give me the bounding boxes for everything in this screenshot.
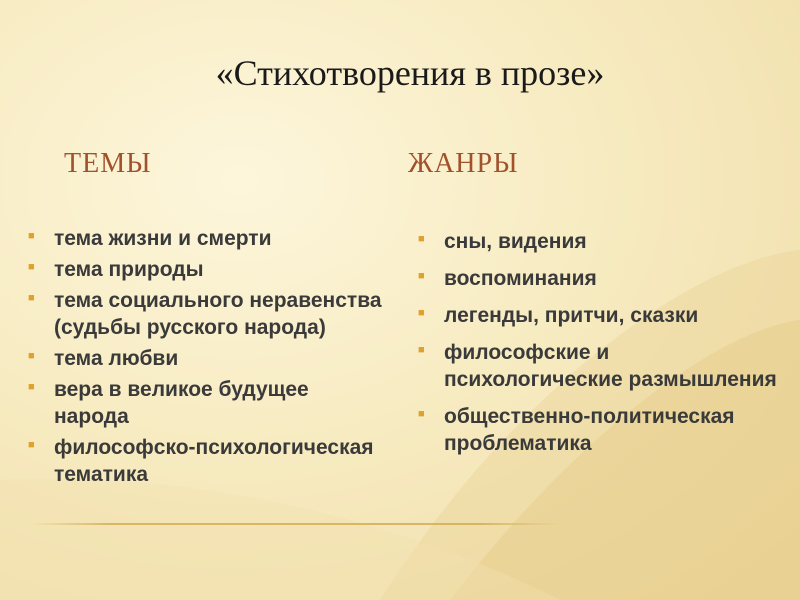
list-item: ■ тема социального неравенства (судьбы русского народа) xyxy=(28,289,382,339)
list-item: ■ воспоминания xyxy=(418,267,597,290)
list-item: ■ тема любви xyxy=(28,347,179,370)
genres-list xyxy=(418,228,778,467)
list-item: ■ сны, видения xyxy=(418,230,587,253)
genres-heading: ЖАНРЫ xyxy=(408,148,519,179)
list-item: ■ легенды, притчи, сказки xyxy=(418,304,699,327)
square-bullet-icon: ■ xyxy=(418,408,425,420)
divider xyxy=(30,523,560,525)
list-item: ■ тема природы xyxy=(28,258,204,281)
square-bullet-icon: ■ xyxy=(28,381,35,393)
list-item: ■ тема жизни и смерти xyxy=(28,227,272,250)
square-bullet-icon: ■ xyxy=(418,307,425,319)
square-bullet-icon: ■ xyxy=(418,344,425,356)
list-item: ■ философско-психологическая тематика xyxy=(28,436,374,486)
list-item: ■ общественно-политическая проблематика xyxy=(418,405,735,455)
square-bullet-icon: ■ xyxy=(28,439,35,451)
themes-list xyxy=(28,225,388,492)
list-item: ■ вера в великое будущее народа xyxy=(28,378,309,428)
square-bullet-icon: ■ xyxy=(28,230,35,242)
square-bullet-icon: ■ xyxy=(418,233,425,245)
square-bullet-icon: ■ xyxy=(28,350,35,362)
square-bullet-icon: ■ xyxy=(28,292,35,304)
list-item: ■ философские и психологические размышления xyxy=(418,341,777,391)
square-bullet-icon: ■ xyxy=(28,261,35,273)
slide-title: «Стихотворения в прозе» xyxy=(215,53,605,93)
themes-heading: ТЕМЫ xyxy=(64,148,152,179)
square-bullet-icon: ■ xyxy=(418,270,425,282)
